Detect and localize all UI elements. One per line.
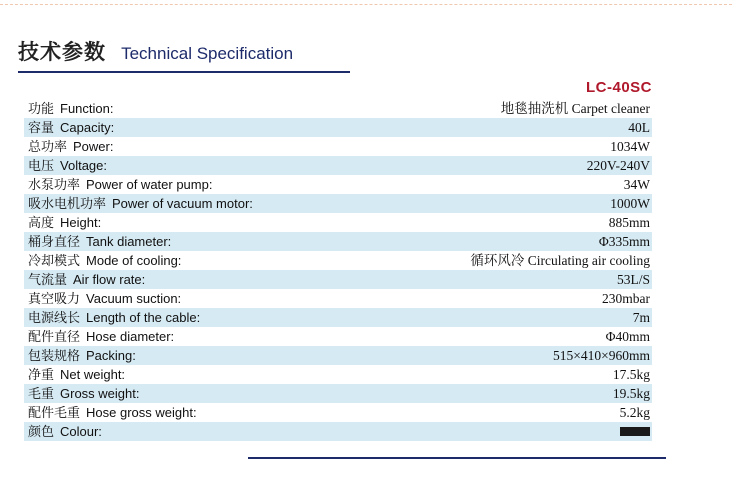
spec-value: 220V-240V — [586, 158, 650, 173]
spec-row — [24, 403, 652, 422]
spec-label — [28, 422, 102, 442]
spec-row — [24, 327, 652, 346]
spec-label-english: Power of water pump: — [86, 177, 213, 192]
spec-row — [24, 118, 652, 137]
spec-row — [24, 422, 652, 441]
spec-row — [24, 384, 652, 403]
model-number: LC-40SC — [585, 79, 652, 96]
spec-value: 地毯抽洗机 Carpet cleaner — [500, 101, 650, 116]
spec-row — [24, 251, 652, 270]
spec-label-english: Gross weight: — [60, 386, 140, 401]
footer-divider — [248, 457, 666, 459]
spec-label-english: Function: — [60, 101, 114, 116]
spec-label — [28, 289, 181, 309]
spec-label-english: Capacity: — [60, 120, 115, 135]
spec-row — [24, 308, 652, 327]
spec-label-english: Vacuum suction: — [86, 291, 182, 306]
spec-label-chinese: 电压 — [28, 159, 55, 174]
spec-value: 515×410×960mm — [553, 348, 650, 363]
spec-label — [28, 99, 114, 119]
spec-label — [28, 175, 212, 195]
spec-row — [24, 175, 652, 194]
spec-label-chinese: 颜色 — [28, 425, 55, 440]
spec-label-chinese: 水泵功率 — [28, 178, 81, 193]
spec-label-chinese: 气流量 — [28, 273, 68, 288]
spec-label-english: Air flow rate: — [73, 272, 146, 287]
spec-label-chinese: 高度 — [28, 216, 55, 231]
colour-swatch — [620, 427, 650, 436]
spec-label-chinese: 冷却模式 — [28, 254, 81, 269]
spec-label-english: Power of vacuum motor: — [112, 196, 253, 211]
page-header — [18, 36, 293, 68]
spec-value: 230mbar — [602, 291, 650, 306]
spec-value: 53L/S — [616, 272, 650, 287]
spec-row — [24, 99, 652, 118]
spec-value: 循环风冷 Circulating air cooling — [470, 253, 650, 268]
spec-label — [28, 365, 125, 385]
spec-label-chinese: 容量 — [28, 121, 55, 136]
spec-value: 40L — [628, 120, 650, 135]
spec-row — [24, 156, 652, 175]
spec-label-chinese: 真空吸力 — [28, 292, 81, 307]
spec-label-chinese: 毛重 — [28, 387, 55, 402]
spec-label — [28, 194, 253, 214]
spec-label — [28, 232, 171, 252]
spec-label-english: Length of the cable: — [86, 310, 201, 325]
spec-label — [28, 137, 113, 157]
spec-row — [24, 289, 652, 308]
top-divider — [0, 4, 732, 5]
spec-label — [28, 156, 107, 176]
spec-label — [28, 403, 197, 423]
spec-label-chinese: 吸水电机功率 — [28, 197, 107, 212]
spec-label — [28, 384, 140, 404]
spec-label-english: Power: — [73, 139, 114, 154]
spec-label-english: Mode of cooling: — [86, 253, 182, 268]
spec-value: 1034W — [610, 139, 650, 154]
header-underline — [18, 71, 350, 73]
spec-label-english: Packing: — [86, 348, 136, 363]
spec-row — [24, 365, 652, 384]
spec-table — [24, 99, 652, 441]
spec-row — [24, 346, 652, 365]
spec-value: 1000W — [610, 196, 650, 211]
spec-value: Φ335mm — [598, 234, 650, 249]
spec-label-chinese: 功能 — [28, 102, 55, 117]
spec-row — [24, 232, 652, 251]
spec-label-chinese: 净重 — [28, 368, 55, 383]
spec-value: 885mm — [608, 215, 650, 230]
spec-row — [24, 270, 652, 289]
spec-label-chinese: 总功率 — [28, 140, 68, 155]
spec-label-english: Hose gross weight: — [86, 405, 197, 420]
spec-label-chinese: 桶身直径 — [28, 235, 81, 250]
spec-label — [28, 251, 181, 271]
spec-value: 34W — [623, 177, 650, 192]
spec-label-chinese: 电源线长 — [28, 311, 81, 326]
spec-row — [24, 213, 652, 232]
spec-label-chinese: 包装规格 — [28, 349, 81, 364]
spec-label-chinese: 配件直径 — [28, 330, 81, 345]
spec-label — [28, 327, 174, 347]
spec-label-english: Colour: — [60, 424, 102, 439]
spec-value: 19.5kg — [612, 386, 650, 401]
spec-value: 5.2kg — [619, 405, 650, 420]
page-title-chinese: 技术参数 — [18, 40, 106, 64]
spec-label-english: Net weight: — [60, 367, 126, 382]
spec-label — [28, 213, 101, 233]
spec-label-chinese: 配件毛重 — [28, 406, 81, 421]
spec-value: Φ40mm — [605, 329, 650, 344]
spec-label-english: Tank diameter: — [86, 234, 172, 249]
spec-value: 7m — [632, 310, 650, 325]
spec-label — [28, 346, 136, 366]
spec-row — [24, 137, 652, 156]
page-title-english: Technical Specification — [121, 44, 294, 63]
spec-label — [28, 308, 200, 328]
spec-label — [28, 118, 114, 138]
spec-label-english: Hose diameter: — [86, 329, 175, 344]
spec-value: 17.5kg — [612, 367, 650, 382]
spec-row — [24, 194, 652, 213]
spec-label-english: Voltage: — [60, 158, 108, 173]
spec-label — [28, 270, 145, 290]
spec-label-english: Height: — [60, 215, 102, 230]
